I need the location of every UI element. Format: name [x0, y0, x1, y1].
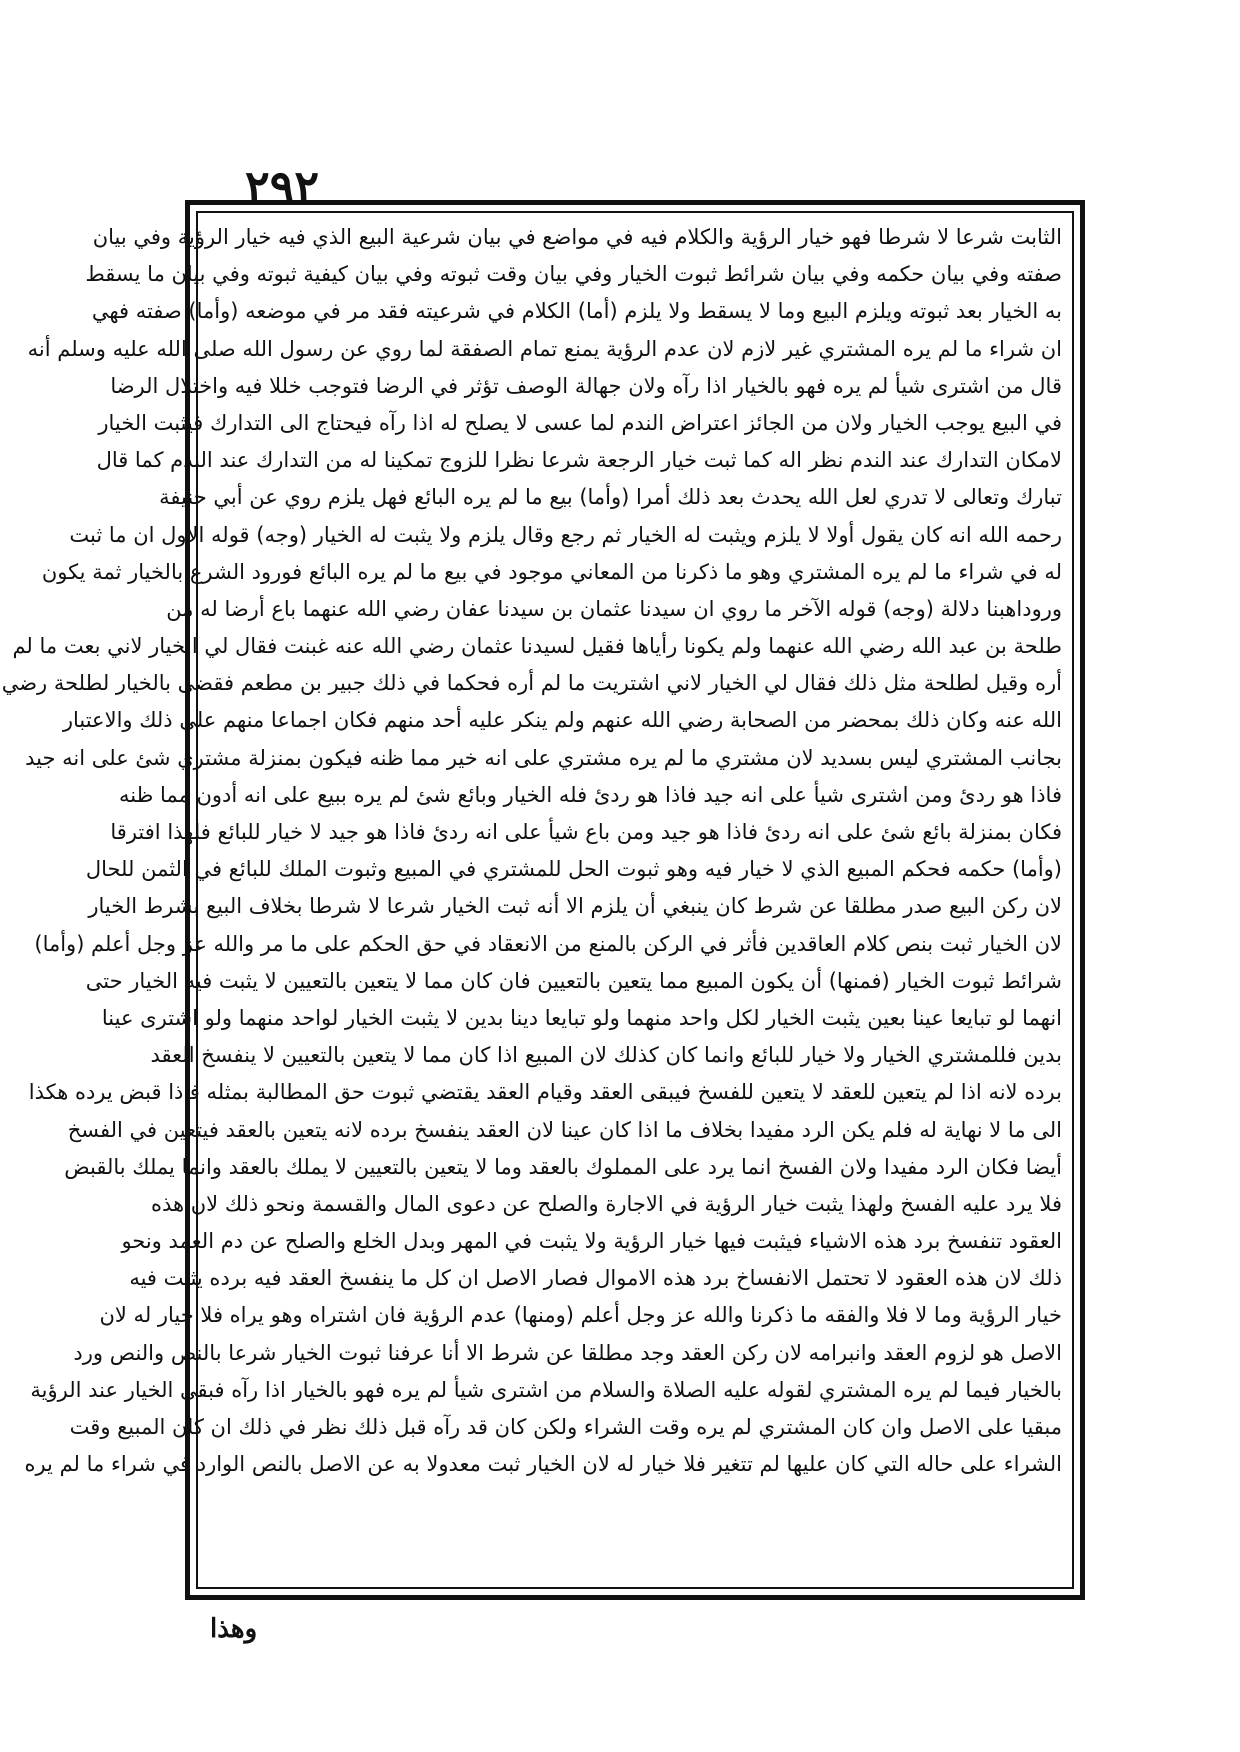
page-frame: [1, 200, 1085, 1600]
text-line: انهما لو تبايعا عينا بعين يثبت الخيار لكل واحد منهما ولو تبايعا دينا بدين لا يثبت الخيار لواحد منهما ولو اشترى عينا: [101, 1005, 1062, 1030]
text-line: له في شراء ما لم يره المشتري وهو ما ذكرنا من المعاني موجود في بيع ما لم يره البائع فورود الشرع بالخيار ثمة يكون: [41, 559, 1062, 584]
text-line: لان ركن البيع صدر مطلقا عن شرط كان ينبغي أن يلزم الا أنه ثبت الخيار شرعا لا شرطا بخلاف البيع بشرط الخيار: [88, 894, 1062, 919]
text-line: الاصل هو لزوم العقد وانبرامه لان ركن العقد وجد مطلقا عن شرط الا أنا عرفنا ثبوت الخيار شرعا بالنص والنص ورد: [73, 1340, 1062, 1365]
text-line: مبقيا على الاصل وان كان المشتري لم يره وقت الشراء ولكن كان قد رآه قبل ذلك نظر في ذلك ان كان المبيع وقت: [69, 1415, 1062, 1439]
text-line: ذلك لان هذه العقود لا تحتمل الانفساخ برد هذه الاموال فصار الاصل ان كل ما ينفسخ العقد فيه برده يثبت فيه: [129, 1266, 1062, 1291]
text-line: صفته وفي بيان حكمه وفي بيان شرائط ثبوت الخيار وفي بيان وقت ثبوته وفي بيان كيفية ثبوته وفي بيان ما يسقط: [85, 262, 1062, 287]
text-line: الشراء على حاله التي كان عليها لم تتغير فلا خيار له لان الخيار ثبت معدولا به عن الاصل بالنص الوارد في شراء ما لم يره: [24, 1452, 1062, 1477]
text-line: قال من اشترى شيأ لم يره فهو بالخيار اذا رآه ولان جهالة الوصف تؤثر في الرضا فتوجب خللا فيه واختلال الرضا: [110, 373, 1062, 398]
text-line: فلا يرد عليه الفسخ ولهذا يثبت خيار الرؤية في الاجارة والصلح عن دعوى المال والقسمة ونحو ذلك لان هذه: [150, 1191, 1062, 1216]
page-inner-frame: [1, 211, 1074, 1589]
text-line: طلحة بن عبد الله رضي الله عنهما ولم يكونا رأياها فقيل لسيدنا عثمان رضي الله عنه غبنت فقال لي الخيار لاني بعت ما لم: [12, 634, 1062, 659]
text-line: (وأما) حكمه فحكم المبيع الذي لا خيار فيه وهو ثبوت الحل للمشتري في المبيع وثبوت الملك للبائع في الثمن للحال: [85, 857, 1062, 882]
text-line: بالخيار فيما لم يره المشتري لقوله عليه الصلاة والسلام من اشترى شيأ لم يره فهو بالخيار اذا رآه فبقي الخيار عند الرؤية: [30, 1377, 1062, 1402]
text-line: أيضا فكان الرد مفيدا ولان الفسخ انما يرد على المملوك بالعقد وما لا يتعين بالتعيين لا يملك بالعقد وانما يملك بالقبض: [64, 1154, 1062, 1179]
text-line: خيار الرؤية وما لا فلا والفقه ما ذكرنا والله عز وجل أعلم (ومنها) عدم الرؤية فان اشتراه وهو يراه فلا خيار له لان: [99, 1303, 1062, 1328]
text-line: به الخيار بعد ثبوته ويلزم البيع وما لا يسقط ولا يلزم (أما) الكلام في شرعيته فقد مر في موضعه (وأما) صفته فهي: [91, 299, 1062, 324]
text-line: ان شراء ما لم يره المشتري غير لازم لان عدم الرؤية يمنع تمام الصفقة لما روي عن رسول الله صلى الله عليه وسلم أنه: [27, 336, 1062, 361]
text-line: لان الخيار ثبت بنص كلام العاقدين فأثر في الركن بالمنع من الانعقاد في حق الحكم على ما مر والله عز وجل أعلم (وأما): [34, 931, 1062, 956]
text-line: وروداهبنا دلالة (وجه) قوله الآخر ما روي ان سيدنا عثمان بن سيدنا عفان رضي الله عنهما باع أرضا له من: [166, 596, 1062, 621]
text-line: الثابت شرعا لا شرطا فهو خيار الرؤية والكلام فيه في مواضع في بيان شرعية البيع الذي فيه خيار الرؤية وفي بيان: [92, 225, 1062, 249]
main-text: [1, 219, 1062, 1591]
catchword: وهذا: [210, 1614, 258, 1644]
text-line: العقود تنفسخ برد هذه الاشياء فيثبت فيها خيار الرؤية ولا يثبت في المهر وبدل الخلع والصلح عن دم العمد ونحو: [121, 1229, 1062, 1254]
text-line: شرائط ثبوت الخيار (فمنها) أن يكون المبيع مما يتعين بالتعيين فان كان مما لا يتعين بالتعيين لا يثبت فيه الخيار حتى: [85, 968, 1062, 993]
text-line: رحمه الله انه كان يقول أولا لا يلزم ويثبت له الخيار ثم رجع وقال يلزم ولا يثبت له الخيار (وجه) قوله الاول ان ما ثبت: [69, 522, 1062, 547]
page-number: ٢٩٢: [245, 160, 320, 214]
text-line: الى ما لا نهاية له فلم يكن الرد مفيدا بخلاف ما اذا كان عينا لان العقد ينفسخ برده لانه يتعين بالعقد فيتعين في الفسخ: [67, 1117, 1062, 1142]
text-line: بجانب المشتري ليس بسديد لان مشتري ما لم يره مشتري على انه خير مما ظنه فيكون بمنزلة مشتري شئ على انه جيد: [25, 745, 1062, 770]
text-line: في البيع يوجب الخيار ولان من الجائز اعتراض الندم لما عسى لا يصلح له اذا رآه فيحتاج الى التدارك فيثبت الخيار: [98, 410, 1062, 435]
text-line: فكان بمنزلة بائع شئ على انه ردئ فاذا هو جيد ومن باع شيأ على انه ردئ فاذا هو جيد لا خيار للبائع فلهذا افترقا: [110, 820, 1062, 844]
text-line: لامكان التدارك عند الندم نظر اله كما ثبت خيار الرجعة شرعا نظرا للزوج تمكينا له من التدارك عند الندم كما قال: [96, 448, 1062, 473]
text-line: الله عنه وكان ذلك بمحضر من الصحابة رضي الله عنهم ولم ينكر عليه أحد منهم فكان اجماعا منهم على ذلك والاعتبار: [62, 708, 1062, 733]
text-line: فاذا هو ردئ ومن اشترى شيأ على انه جيد فاذا هو ردئ فله الخيار وبائع شئ لم يره ببيع على انه أدون مما ظنه: [119, 782, 1062, 807]
text-line: بدين فللمشتري الخيار ولا خيار للبائع وانما كان كذلك لان المبيع اذا كان مما لا يتعين بالتعيين لا ينفسخ العقد: [150, 1043, 1062, 1068]
text-line: أره وقيل لطلحة مثل ذلك فقال لي الخيار لاني اشتريت ما لم أره فحكما في ذلك جبير بن مطعم فقضى بالخيار لطلحة رضي: [1, 671, 1062, 696]
text-line: تبارك وتعالى لا تدري لعل الله يحدث بعد ذلك أمرا (وأما) بيع ما لم يره البائع فهل يلزم روي عن أبي حنيفة: [159, 485, 1062, 510]
text-line: برده لانه اذا لم يتعين للعقد لا يتعين للفسخ فيبقى العقد وقيام العقد يقتضي ثبوت حق المطالبة بمثله فاذا قبض يرده هكذا: [28, 1080, 1062, 1105]
